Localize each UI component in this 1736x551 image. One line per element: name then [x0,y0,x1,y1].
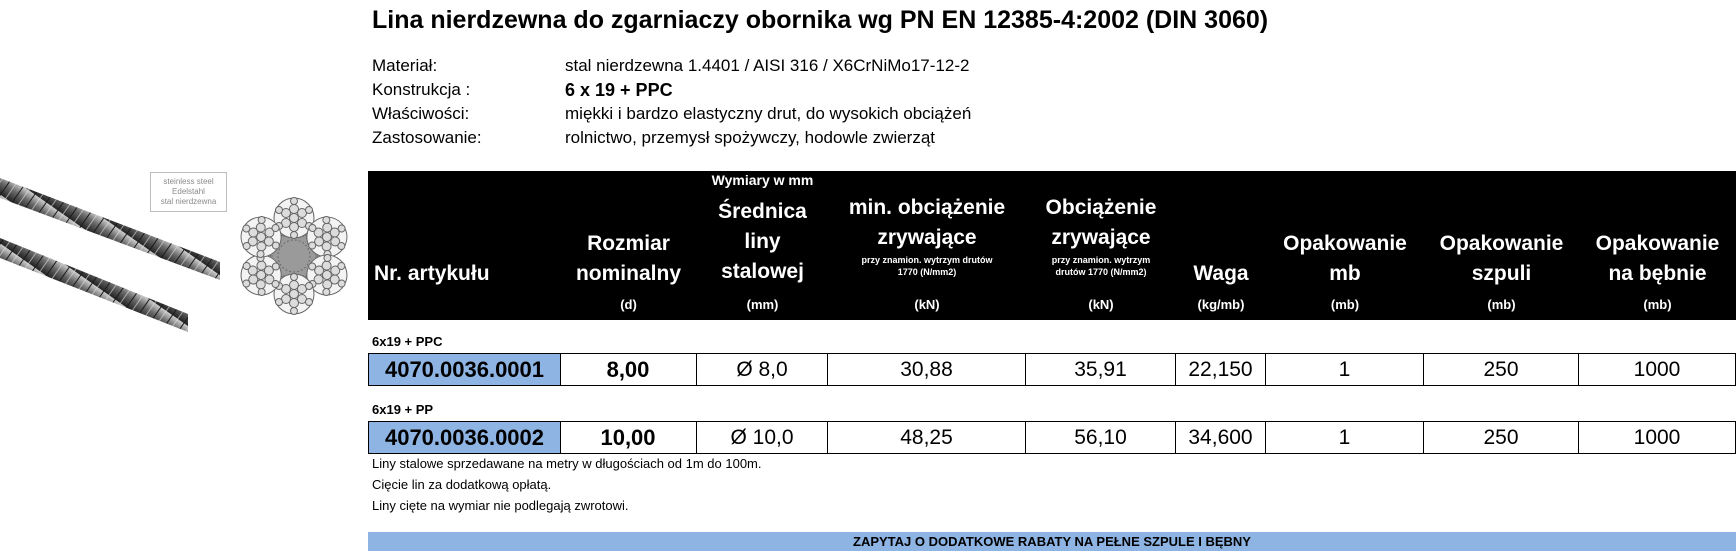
header-diameter [697,171,828,320]
cell-pack-spool: 250 [1424,353,1579,386]
cell-load: 35,91 [1026,353,1176,386]
header-load-line2: zrywające [1051,226,1151,249]
stainless-steel-badge [150,172,227,212]
spec-construction [372,78,971,102]
header-pack-mb [1266,171,1424,320]
specs-list [372,54,971,150]
header-weight [1176,171,1266,320]
header-min-load-line2: zrywające [877,226,977,249]
notes [372,456,762,519]
cell-weight: 34,600 [1176,421,1266,454]
cell-load: 56,10 [1026,421,1176,454]
note-cutting: Cięcie lin za dodatkową opłatą. [372,477,552,492]
badge-line: stal nierdzewna [160,197,217,206]
cell-min-load: 48,25 [828,421,1026,454]
table-row [368,353,1736,386]
header-diameter-line3: stalowej [721,260,804,283]
spec-label: Materiał: [372,56,438,75]
header-min-load [828,171,1026,320]
note-sale: Liny stalowe sprzedawane na metry w długościach od 1m do 100m. [372,456,762,471]
page-title: Lina nierdzewna do zgarniaczy obornika wg PN EN 12385-4:2002 (DIN 3060) [372,6,1269,34]
header-diameter-line1: Średnica [718,200,807,223]
badge-line: Edelstahl [172,187,205,196]
header-pack-drum-unit: (mb) [1643,297,1672,312]
header-diameter-line2: liny [744,230,781,253]
header-load-line1: Obciążenie [1045,196,1157,219]
note-returns: Liny cięte na wymiar nie podlegają zwrotowi. [372,498,629,513]
header-min-load-unit: (kN) [914,297,940,312]
discount-banner: ZAPYTAJ O DODATKOWE RABATY NA PEŁNE SZPULE I BĘBNY [368,532,1736,551]
header-pack-drum [1579,171,1736,320]
header-pack-spool-unit: (mb) [1487,297,1516,312]
header-min-load-note2: 1770 (N/mm2) [897,267,957,277]
cell-nominal: 10,00 [560,421,697,454]
header-diameter-unit: (mm) [746,297,779,312]
header-article [368,171,560,320]
header-load [1026,171,1176,320]
spec-properties [372,102,971,126]
header-nominal-line1: Rozmiar [587,232,670,255]
spec-value: stal nierdzewna 1.4401 / AISI 316 / X6CrNiMo17-12-2 [565,56,970,75]
cell-article: 4070.0036.0002 [368,421,561,454]
spec-application [372,126,971,150]
group-label-pp: 6x19 + PP [372,402,434,417]
header-diameter-pre: Wymiary w mm [711,172,814,188]
header-weight-label: Waga [1193,262,1249,285]
header-weight-unit: (kg/mb) [1197,297,1245,312]
spec-value: rolnictwo, przemysł spożywczy, hodowle zwierząt [565,128,936,147]
cell-nominal: 8,00 [560,353,697,386]
cell-pack-drum: 1000 [1579,421,1736,454]
header-article-label: Nr. artykułu [374,262,490,285]
spec-label: Właściwości: [372,104,470,123]
header-pack-drum-line2: na bębnie [1608,262,1707,285]
header-min-load-note1: przy znamion. wytrzym drutów [861,255,993,265]
cell-diameter: Ø 8,0 [697,353,828,386]
header-pack-spool-line1: Opakowanie [1439,232,1564,255]
cross-section-icon [233,196,354,316]
spec-label: Zastosowanie: [372,128,482,147]
spec-label: Konstrukcja : [372,80,471,99]
cell-min-load: 30,88 [828,353,1026,386]
header-min-load-line1: min. obciążenie [848,196,1006,219]
header-load-unit: (kN) [1088,297,1114,312]
header-nominal [560,171,697,320]
spec-material [372,54,971,78]
cell-article: 4070.0036.0001 [368,353,561,386]
header-pack-mb-line2: mb [1329,262,1361,285]
header-load-note1: przy znamion. wytrzym [1051,255,1151,265]
cell-pack-mb: 1 [1266,421,1424,454]
group-label-ppc: 6x19 + PPC [372,334,443,349]
header-pack-spool [1424,171,1579,320]
spec-value: miękki i bardzo elastyczny drut, do wysokich obciążeń [565,104,972,123]
header-nominal-unit: (d) [620,297,637,312]
header-pack-spool-line2: szpuli [1471,262,1532,285]
spec-value: 6 x 19 + PPC [565,79,673,100]
cell-pack-spool: 250 [1424,421,1579,454]
cell-pack-drum: 1000 [1579,353,1736,386]
header-load-note2: drutów 1770 (N/mm2) [1055,267,1147,277]
header-pack-drum-line1: Opakowanie [1595,232,1720,255]
header-nominal-line2: nominalny [575,262,681,285]
header-pack-mb-unit: (mb) [1330,297,1360,312]
table-row [368,421,1736,454]
cell-diameter: Ø 10,0 [697,421,828,454]
table-header [368,171,1736,320]
badge-line: steinless steel [163,177,214,186]
cell-pack-mb: 1 [1266,353,1424,386]
header-pack-mb-line1: Opakowanie [1283,232,1407,255]
cell-weight: 22,150 [1176,353,1266,386]
